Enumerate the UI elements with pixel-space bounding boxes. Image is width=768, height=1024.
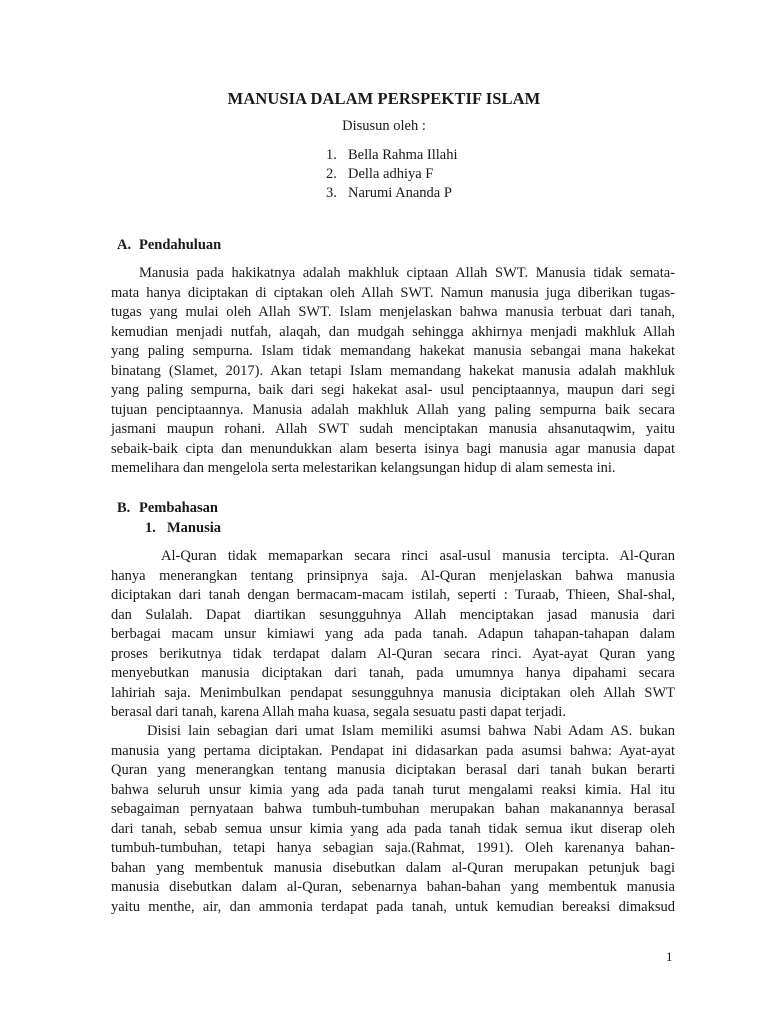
paragraph-line: tugas yang mulai oleh Allah SWT. Islam menjelaskan bahwa manusia terbuat dari tanah, [111,304,675,320]
paragraph-line: binatang (Slamet, 2017). Akan tetapi Islam memandang hakekat manusia adalah makhluk [111,362,675,379]
paragraph-line: yang paling sempurna, baik dari segi hakekat asal- usul penciptaannya, maupun dari segi [111,382,675,398]
author-item [326,184,458,203]
paragraph-line: yaitu menthe, air, dan ammonia terdapat pada tanah, untuk kemudian bereaksi dimaksud [111,898,675,915]
paragraph-line: bahwa seluruh unsur kimia yang ada pada tanah turut mengalami reaksi kimia. Hal itu [111,781,675,798]
author-number: 3. [326,185,337,201]
paragraph-line: lahiriah saja. Menimbulkan pendapat sesungguhnya manusia diciptakan oleh Allah SWT [111,684,675,701]
paragraph-line: memelihara dan mengelola serta melestarikan kelangsungan hidup di alam semesta ini. [111,460,616,476]
author-intro: Disusun oleh : [342,118,426,134]
paragraph-line: menyebutkan manusia diciptakan dari tanah, pada umumnya hanya dipahami secara [111,665,675,681]
section-b-paragraph-2 [111,722,675,917]
paragraph-line: tujuan penciptaannya. Manusia adalah makhluk Allah yang paling sempurna baik secara [111,401,675,418]
author-number: 1. [326,147,337,163]
paragraph-line: mata hanya diciptakan di ciptakan oleh Allah SWT. Namun manusia juga diberikan tugas- [111,284,675,301]
page-number: 1 [666,949,673,964]
paragraph-line: kemudian menjadi nutfah, alaqah, dan mudgah sehingga akhirnya menjadi makhluk Allah [111,323,675,340]
author-list [326,146,458,203]
paragraph-line: manusia disebutkan dalam al-Quran, sebenarnya bahan-bahan yang membentuk manusia [111,879,675,895]
section-a-title: Pendahuluan [139,237,222,253]
paragraph-line: Manusia pada hakikatnya adalah makhluk ciptaan Allah SWT. Manusia tidak semata- [139,265,675,281]
author-number: 2. [326,166,337,182]
section-a-marker: A. [117,237,132,253]
paragraph-line: berbagai macam unsur kimiawi yang ada pada tanah. Adapun tahapan-tahapan dalam [111,626,675,642]
section-a-paragraph [111,264,675,479]
section-b-title: Pembahasan [139,500,218,516]
paragraph-line: Disisi lain sebagian dari umat Islam memiliki asumsi bahwa Nabi Adam AS. bukan [147,723,675,739]
paragraph-line: Al-Quran tidak memaparkan secara rinci asal-usul manusia tercipta. Al-Quran [161,548,675,564]
section-b-heading [117,500,218,517]
paragraph-line: manusia yang pertama diciptakan. Pendapat ini didasarkan pada asumsi bahwa: Ayat-ayat [111,742,675,759]
paragraph-line: sebaik-baik cipta dan menundukkan alam beserta isinya bagi manusia agar manusia dapat [111,440,675,457]
paragraph-line: yang paling sempurna. Islam tidak memandang hakekat manusia sebangai mana hakekat [111,343,675,359]
paragraph-line: jasmani maupun rohani. Allah SWT sudah menciptakan manusia ahsanutaqwim, yaitu [111,421,675,437]
paragraph-line: bahan yang membentuk manusia disebutkan dalam al-Quran merupakan petunjuk bagi [111,859,675,876]
paragraph-line: berasal dari tanah, karena Allah maha kuasa, segala sesuatu pasti dapat terjadi. [111,704,566,720]
paragraph-line: Quran yang menerangkan tentang manusia diciptakan berasal dari tanah bukan berarti [111,762,675,778]
author-item [326,165,458,184]
section-b-paragraph-1 [111,547,675,723]
paragraph-line: tumbuh-tumbuhan, tetapi hanya sebagian saja.(Rahmat, 1991). Oleh karenanya bahan- [111,840,675,856]
subsection-marker: 1. [145,520,156,536]
paragraph-line: diciptakan dari tanah dengan bermacam-macam istilah, seperti : Turaab, Thieen, Shal-shal, [111,587,675,603]
paragraph-line: sebagaiman pernyataan bahwa tumbuh-tumbuhan merupakan bahan makanannya berasal [111,801,675,817]
author-name: Bella Rahma Illahi [348,147,458,163]
subsection-title: Manusia [167,520,221,536]
document-title: MANUSIA DALAM PERSPEKTIF ISLAM [227,89,541,108]
author-item [326,146,458,165]
paragraph-line: hanya menerangkan tentang prinsipnya saja. Al-Quran menjelaskan bahwa manusia [111,567,675,584]
section-b-marker: B. [117,500,131,516]
subsection-heading [145,520,221,537]
author-name: Narumi Ananda P [348,185,452,201]
paragraph-line: proses berikutnya tidak terdapat dalam Al-Quran secara rinci. Ayat-ayat Quran yang [111,645,675,662]
paragraph-line: dan Sulalah. Dapat diartikan sesungguhnya Allah menciptakan jasad manusia dari [111,606,675,623]
paragraph-line: dari tanah, sebab semua unsur kimia yang ada pada tanah tidak semua ikut diserap oleh [111,820,675,837]
section-a-heading [117,237,221,254]
author-name: Della adhiya F [348,166,434,182]
